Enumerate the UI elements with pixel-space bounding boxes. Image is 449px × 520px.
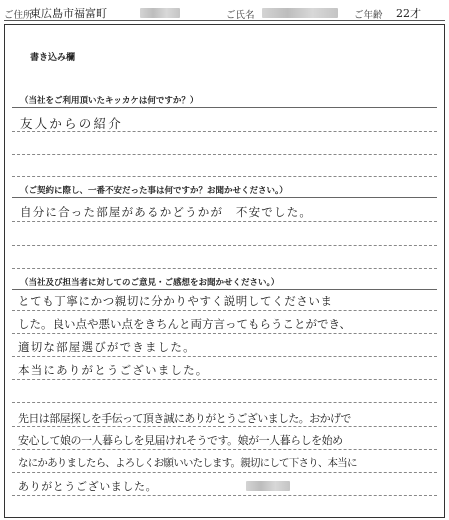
rule-line [12, 449, 437, 450]
rule-line [12, 131, 437, 132]
name-redaction [262, 8, 338, 18]
rule-line [12, 221, 437, 222]
rule-line [12, 356, 437, 357]
question-1: （当社をご利用頂いたキッカケは何ですか？） [20, 96, 199, 106]
rule-line [12, 310, 437, 311]
rule-line [12, 379, 437, 380]
rule-line [12, 426, 437, 427]
answer-4-line-2: 安心して娘の一人暮らしを見届けれそうです。娘が一人暮らしを始め [18, 434, 343, 447]
answer-3-line-1: とても丁寧にかつ親切に分かりやすく説明してくださいま [18, 294, 333, 308]
address-label: ご住所 [4, 10, 33, 21]
question-2: （ご契約に際し、一番不安だった事は何ですか？お聞かせください。） [20, 186, 288, 196]
signature-redaction [246, 481, 290, 491]
age-value: 22才 [396, 7, 421, 20]
header-underline [4, 20, 445, 21]
answer-3-line-4: 本当にありがとうございました。 [18, 363, 209, 377]
rule-line [12, 333, 437, 334]
rule-line [12, 197, 437, 198]
address-value: 東広島市福富町 [30, 7, 107, 20]
name-label: ご氏名 [226, 10, 255, 21]
rule-line [12, 154, 437, 155]
rule-line [12, 472, 437, 473]
answer-4-line-1: 先日は部屋探しを手伝って頂き誠にありがとうございました。おかげで [18, 412, 351, 425]
answer-1: 友人からの紹介 [20, 116, 123, 131]
question-3: （当社及び担当者に対してのご意見・ご感想をお聞かせください。） [20, 278, 280, 288]
answer-4-line-3: なにかありましたら、よろしくお願いいたします。親切にして下さり、本当に [18, 457, 357, 469]
rule-line [12, 495, 437, 496]
header-row [4, 4, 445, 22]
age-label: ご年齢 [354, 10, 383, 21]
answer-3-line-2: した。良い点や悪い点をきちんと両方言ってもらうことができ、 [18, 317, 352, 331]
rule-line [12, 289, 437, 290]
answer-3-line-3: 適切な部屋選びができました。 [18, 340, 196, 354]
rule-line [12, 268, 437, 269]
rule-line [12, 245, 437, 246]
box-title: 書き込み欄 [30, 53, 76, 63]
rule-line [12, 176, 437, 177]
rule-line [12, 107, 437, 108]
answer-2: 自分に合った部屋があるかどうかが 不安でした。 [20, 205, 313, 219]
answer-4-line-4: ありがとうございました。 [18, 480, 158, 493]
address-redaction [140, 8, 180, 18]
rule-line [12, 402, 437, 403]
